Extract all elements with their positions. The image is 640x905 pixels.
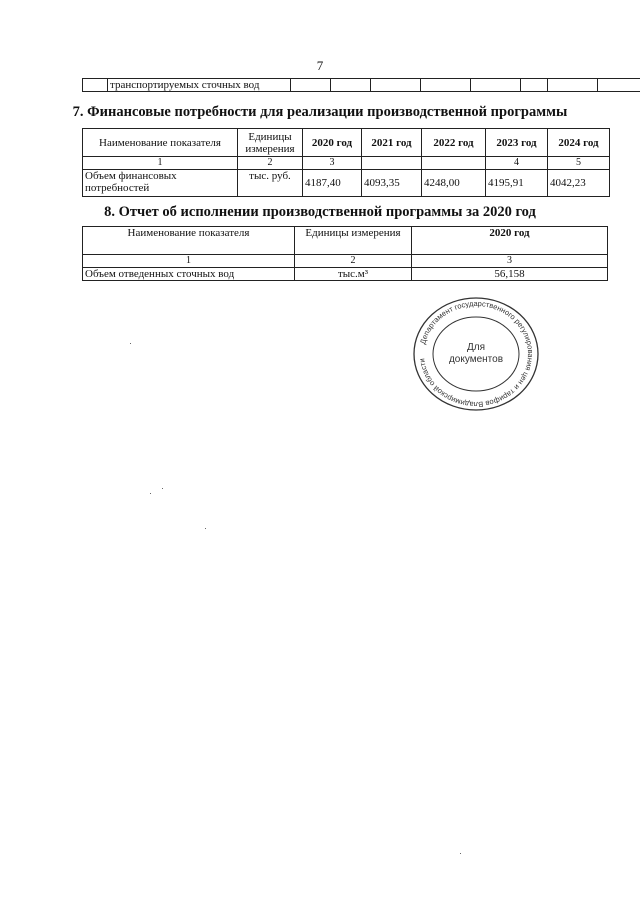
table-cell: 4042,23 xyxy=(548,170,610,197)
column-number: 5 xyxy=(548,157,610,170)
header-cell: Наименование показателя xyxy=(83,129,238,157)
column-number: 1 xyxy=(83,255,295,268)
column-number xyxy=(362,157,422,170)
header-cell: Наименование показателя xyxy=(83,227,295,255)
table-cell: транспортируемых сточных вод xyxy=(108,79,291,92)
table-cell: тыс. руб. xyxy=(238,170,303,197)
column-number: 2 xyxy=(295,255,412,268)
stamp-ring-text: Департамент государственного регулирования цен и тарифов Владимирской области xyxy=(417,298,536,410)
table-cell: 4093,35 xyxy=(362,170,422,197)
page-number: 7 xyxy=(316,58,324,73)
stamp-center-line-2: документов xyxy=(448,354,504,365)
continuation-table xyxy=(82,78,640,92)
header-cell: 2022 год xyxy=(422,129,486,157)
financial-needs-table xyxy=(82,128,610,197)
section-8-title: 8. Отчет об исполнении производственной программы за 2020 год xyxy=(104,204,536,220)
column-number xyxy=(422,157,486,170)
header-cell: 2020 год xyxy=(303,129,362,157)
stamp-center-line-1: Для xyxy=(466,342,486,353)
column-number: 4 xyxy=(486,157,548,170)
table-cell: 4248,00 xyxy=(422,170,486,197)
header-cell: 2023 год xyxy=(486,129,548,157)
column-number: 2 xyxy=(238,157,303,170)
header-cell: 2021 год xyxy=(362,129,422,157)
table-cell: 4187,40 xyxy=(303,170,362,197)
official-stamp xyxy=(410,296,542,412)
table-cell: 4195,91 xyxy=(486,170,548,197)
table-cell: 56,158 xyxy=(412,268,608,281)
table-cell: Объем отведенных сточных вод xyxy=(83,268,295,281)
section-7-title: 7. Финансовые потребности для реализации производственной программы xyxy=(72,104,568,120)
column-number: 3 xyxy=(412,255,608,268)
column-number: 1 xyxy=(83,157,238,170)
table-cell: тыс.м³ xyxy=(295,268,412,281)
program-report-table xyxy=(82,226,608,281)
header-cell: 2024 год xyxy=(548,129,610,157)
header-cell: Единицы измерения xyxy=(295,227,412,255)
column-number: 3 xyxy=(303,157,362,170)
header-cell: Единицы измерения xyxy=(238,129,303,157)
table-cell: Объем финансовых потребностей xyxy=(83,170,238,197)
header-cell: 2020 год xyxy=(412,227,608,255)
